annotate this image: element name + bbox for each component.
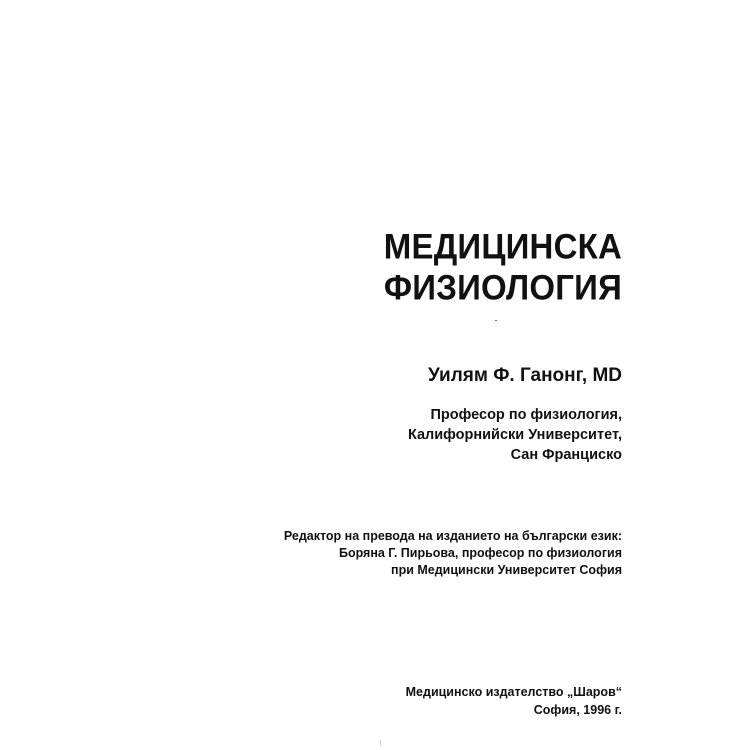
publisher-name: Медицинско издателство „Шаров“ [405, 685, 622, 699]
affiliation-line-3: Сан Франциско [510, 447, 622, 463]
publication-place-year: София, 1996 г. [533, 703, 622, 717]
editor-line-2: Боряна Г. Пирьова, професор по физиология [338, 546, 622, 560]
editor-line-3: при Медицински Университет София [391, 563, 622, 577]
author-affiliation [408, 405, 622, 465]
editor-line-1: Редактор на превода на изданието на български език: [283, 529, 622, 543]
book-title [384, 226, 622, 308]
author-name: Уилям Ф. Ганонг, MD [427, 365, 622, 386]
affiliation-line-1: Професор по физиология, [430, 407, 622, 423]
scan-mark [380, 740, 381, 746]
affiliation-line-2: Калифорнийски Университет, [407, 427, 622, 443]
translation-editor [284, 528, 622, 579]
book-title-line-2: ФИЗИОЛОГИЯ [383, 267, 622, 307]
book-title-line-1: МЕДИЦИНСКА [383, 226, 622, 266]
print-speck [495, 320, 497, 321]
publisher-info [406, 683, 622, 719]
